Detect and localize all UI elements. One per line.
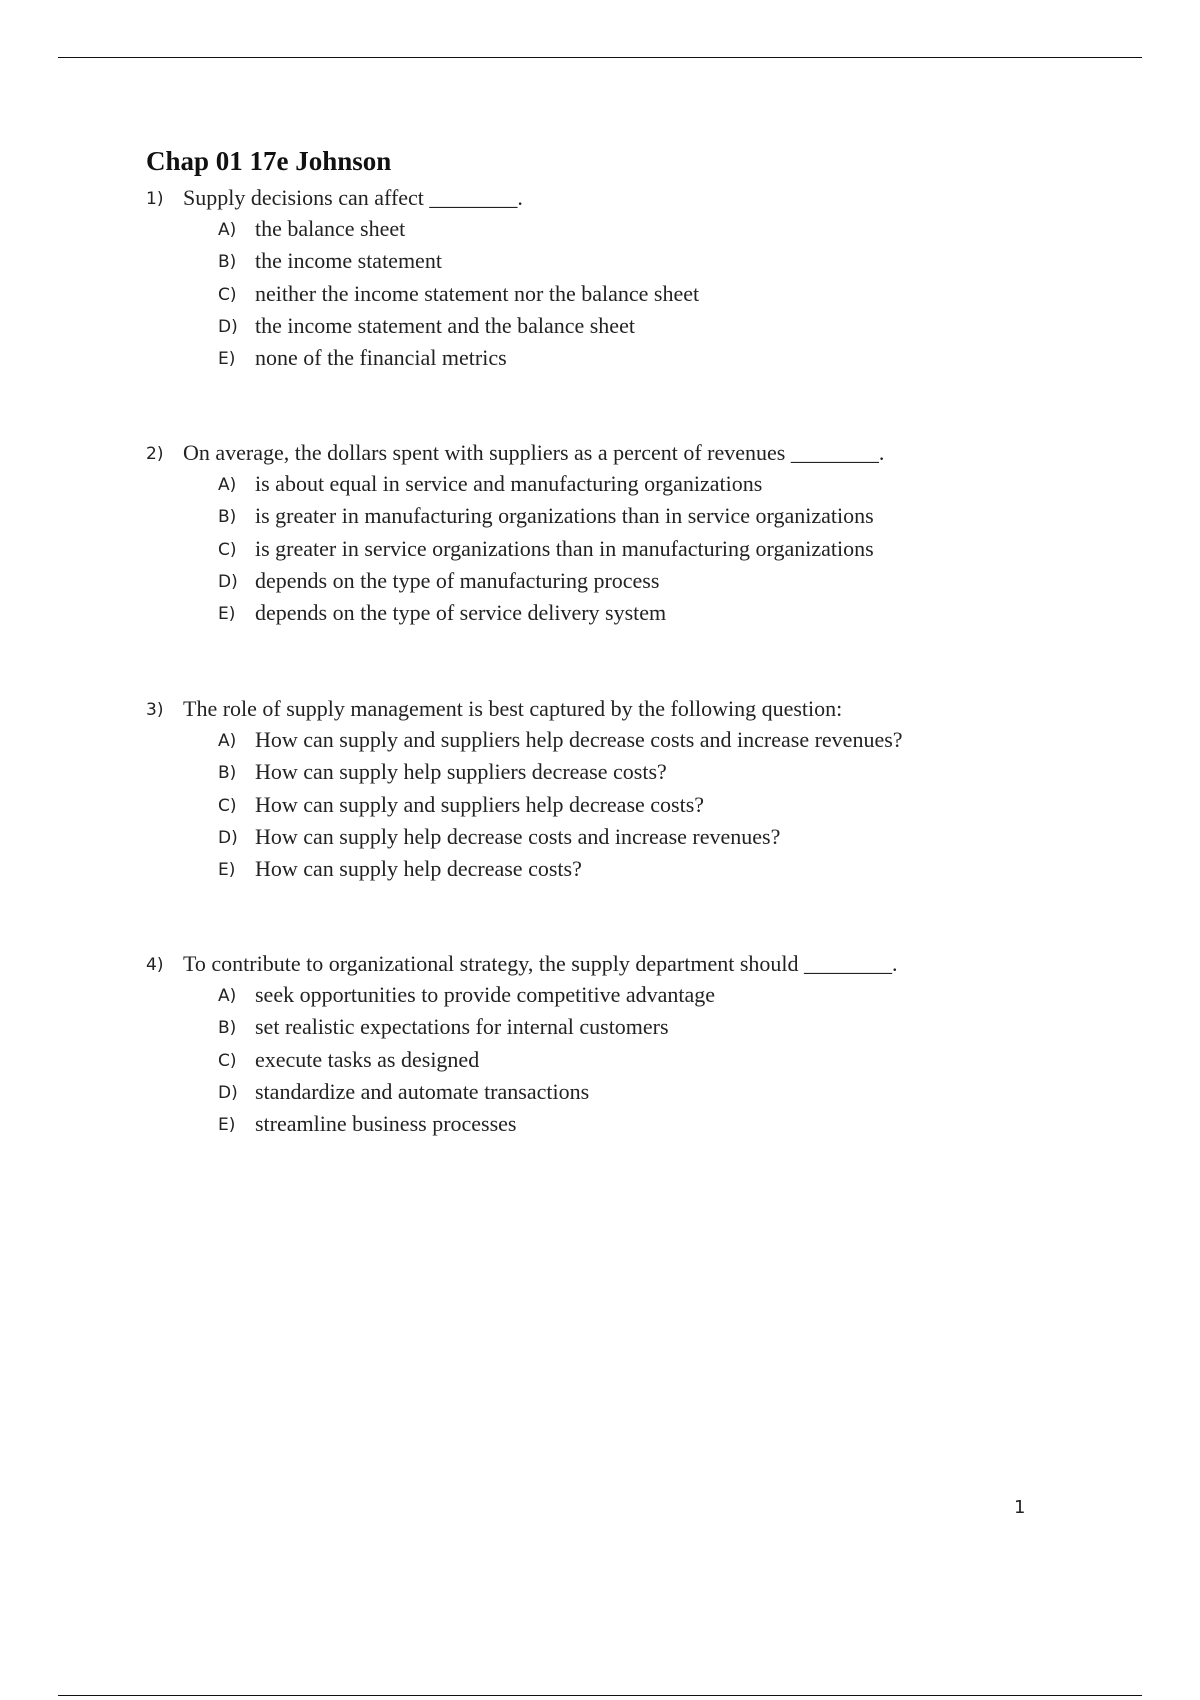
- option-text: the balance sheet: [255, 216, 406, 241]
- answer-option-b: [146, 500, 1146, 532]
- answer-option-c: [146, 533, 1146, 565]
- option-letter: C): [218, 284, 237, 305]
- option-letter: A): [218, 220, 237, 240]
- option-text: execute tasks as designed: [255, 1046, 480, 1072]
- option-text: set realistic expectations for internal customers: [255, 1014, 669, 1040]
- option-text: How can supply help decrease costs?: [255, 856, 582, 882]
- answer-option-e: [146, 1108, 1146, 1140]
- answer-options: [146, 979, 1146, 1140]
- option-text: the income statement and the balance sheet: [255, 312, 635, 338]
- question-text: On average, the dollars spent with suppliers as a percent of revenues ________.: [183, 440, 885, 465]
- question-text: Supply decisions can affect ________.: [183, 185, 523, 210]
- page-number: 1: [1014, 1497, 1026, 1518]
- option-text: depends on the type of manufacturing process: [255, 567, 660, 593]
- option-letter: B): [218, 507, 237, 528]
- answer-option-b: [146, 245, 1146, 277]
- option-letter: B): [218, 1018, 237, 1039]
- option-text: the income statement: [255, 248, 442, 274]
- option-letter: D): [218, 571, 238, 592]
- option-text: none of the financial metrics: [255, 345, 507, 371]
- option-letter: A): [218, 731, 237, 751]
- answer-option-c: [146, 278, 1146, 310]
- option-letter: A): [218, 986, 237, 1006]
- answer-option-d: [146, 1076, 1146, 1108]
- option-letter: A): [218, 475, 237, 495]
- question-4: [146, 949, 1146, 1140]
- option-letter: B): [218, 252, 237, 273]
- option-text: standardize and automate transactions: [255, 1078, 590, 1104]
- answer-option-e: [146, 342, 1146, 374]
- question-stem: [146, 183, 1146, 213]
- option-letter: D): [218, 1082, 238, 1103]
- option-letter: D): [218, 827, 238, 848]
- option-text: streamline business processes: [255, 1111, 517, 1137]
- option-letter: C): [218, 539, 237, 560]
- answer-option-a: [146, 724, 1146, 756]
- question-number: 3): [146, 700, 164, 720]
- answer-option-a: [146, 213, 1146, 245]
- answer-options: [146, 724, 1146, 885]
- question-3: [146, 694, 1146, 885]
- answer-option-e: [146, 597, 1146, 629]
- option-text: depends on the type of service delivery system: [255, 600, 667, 626]
- answer-option-d: [146, 821, 1146, 853]
- answer-options: [146, 468, 1146, 629]
- question-text: To contribute to organizational strategy, the supply department should ________.: [183, 951, 898, 976]
- question-stem: [146, 438, 1146, 468]
- question-1: [146, 183, 1146, 374]
- answer-option-b: [146, 1011, 1146, 1043]
- answer-options: [146, 213, 1146, 374]
- answer-option-b: [146, 756, 1146, 788]
- option-text: seek opportunities to provide competitive advantage: [255, 982, 716, 1007]
- option-letter: E): [218, 1115, 236, 1136]
- option-letter: C): [218, 1050, 237, 1071]
- option-letter: E): [218, 349, 236, 370]
- answer-option-a: [146, 468, 1146, 500]
- question-stem: [146, 949, 1146, 979]
- option-text: How can supply help decrease costs and increase revenues?: [255, 823, 781, 849]
- answer-option-c: [146, 1044, 1146, 1076]
- answer-option-c: [146, 789, 1146, 821]
- top-rule: [58, 57, 1142, 58]
- option-letter: D): [218, 316, 238, 337]
- option-letter: C): [218, 795, 237, 816]
- option-text: How can supply and suppliers help decrease costs?: [255, 791, 705, 817]
- answer-option-d: [146, 565, 1146, 597]
- answer-option-e: [146, 853, 1146, 885]
- option-letter: E): [218, 604, 236, 625]
- answer-option-a: [146, 979, 1146, 1011]
- question-text: The role of supply management is best captured by the following question:: [183, 696, 843, 721]
- option-letter: E): [218, 860, 236, 881]
- option-text: is greater in service organizations than in manufacturing organizations: [255, 535, 874, 561]
- answer-option-d: [146, 310, 1146, 342]
- option-letter: B): [218, 763, 237, 784]
- option-text: neither the income statement nor the balance sheet: [255, 280, 700, 306]
- question-stem: [146, 694, 1146, 724]
- page-title: Chap 01 17e Johnson: [146, 146, 392, 176]
- option-text: is greater in manufacturing organizations than in service organizations: [255, 503, 874, 529]
- question-number: 1): [146, 189, 164, 209]
- option-text: How can supply help suppliers decrease costs?: [255, 759, 667, 785]
- option-text: is about equal in service and manufacturing organizations: [255, 471, 763, 496]
- question-number: 2): [146, 444, 164, 464]
- option-text: How can supply and suppliers help decrease costs and increase revenues?: [255, 727, 903, 752]
- question-number: 4): [146, 955, 164, 975]
- bottom-rule: [58, 1695, 1142, 1696]
- question-2: [146, 438, 1146, 629]
